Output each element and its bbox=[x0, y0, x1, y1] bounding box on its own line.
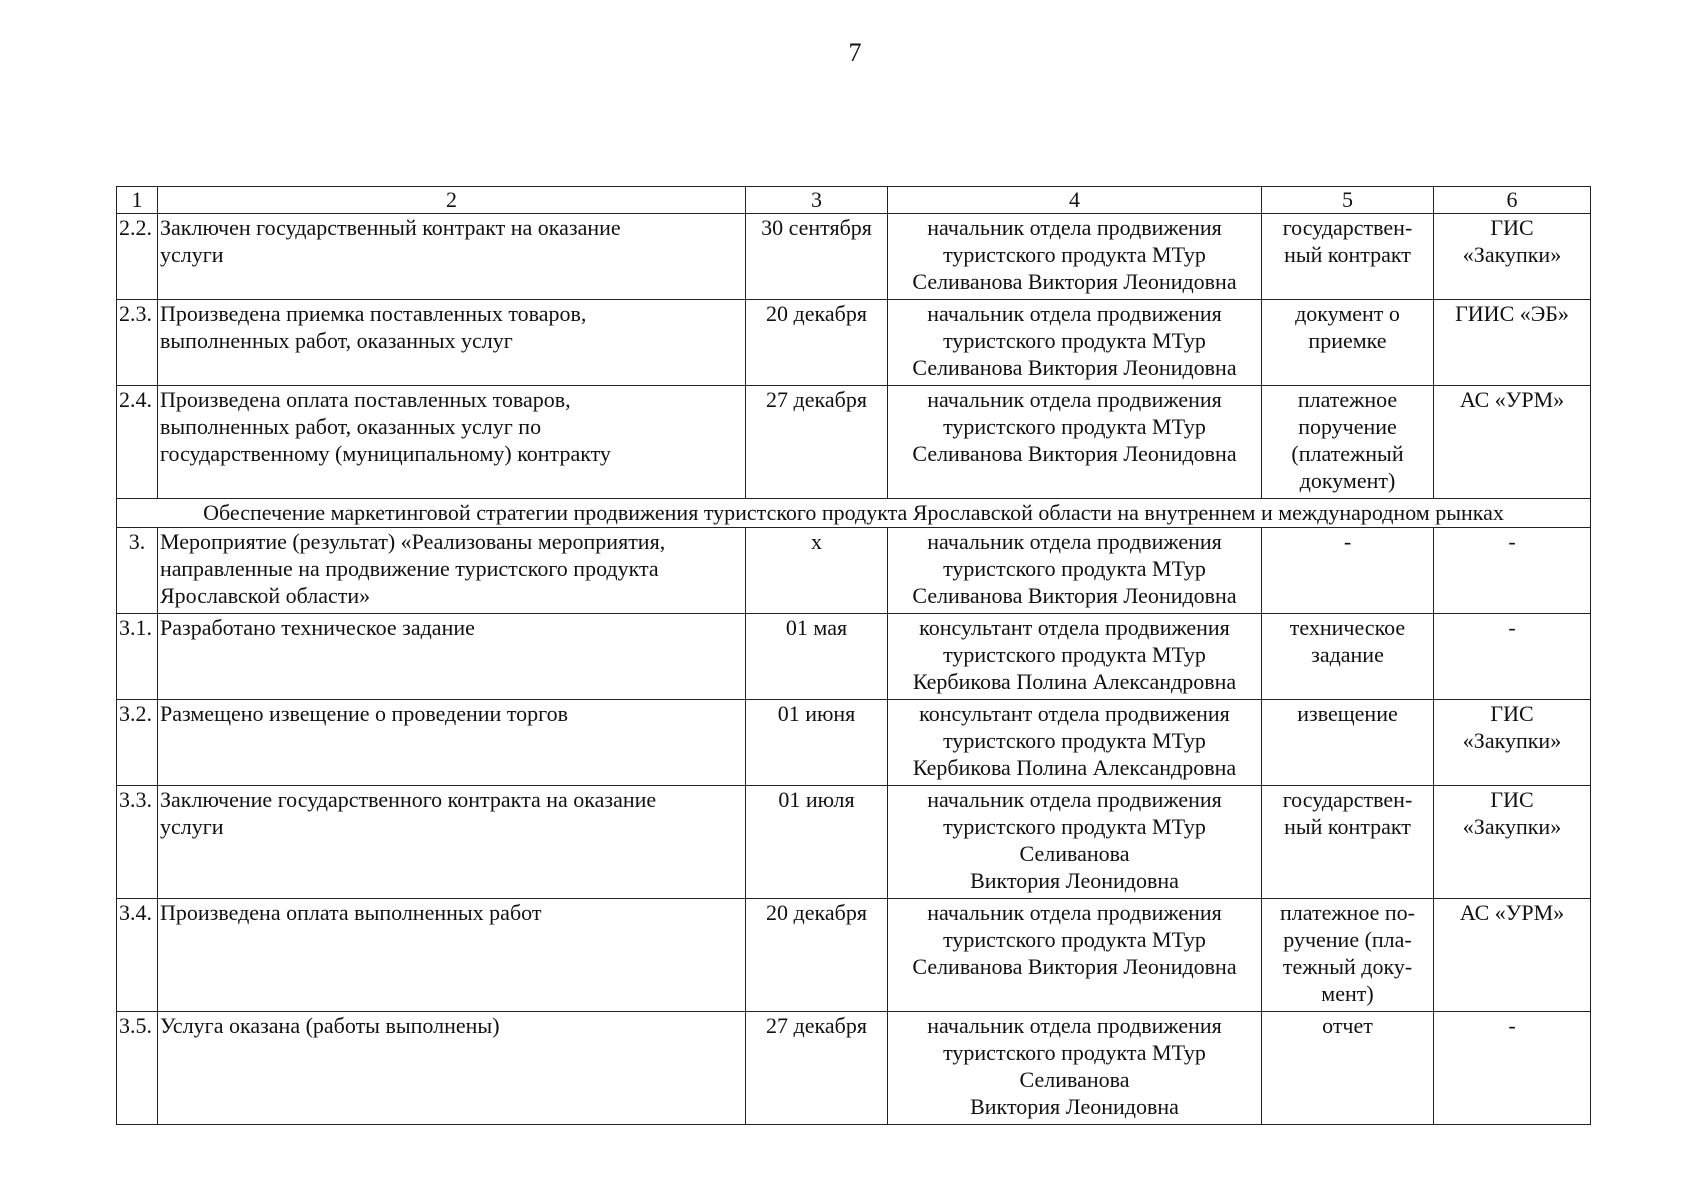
item-number-cell: 3.2. bbox=[117, 700, 158, 786]
description-cell bbox=[158, 899, 746, 1012]
responsible-cell bbox=[888, 899, 1262, 1012]
item-number-cell: 3.5. bbox=[117, 1012, 158, 1125]
document-cell-line: отчет bbox=[1322, 1013, 1373, 1038]
description-cell bbox=[158, 528, 746, 614]
document-cell-line: документ) bbox=[1299, 468, 1396, 493]
table-row bbox=[117, 300, 1591, 386]
responsible-cell bbox=[888, 1012, 1262, 1125]
system-cell bbox=[1434, 214, 1591, 300]
document-cell-line: государствен- bbox=[1282, 215, 1413, 240]
table-row bbox=[117, 614, 1591, 700]
system-cell-line: «Закупки» bbox=[1462, 242, 1562, 267]
responsible-cell-line: туристского продукта МТур bbox=[943, 728, 1206, 753]
description-cell-line: Услуга оказана (работы выполнены) bbox=[160, 1013, 500, 1038]
document-cell-line: ный контракт bbox=[1284, 242, 1411, 267]
system-cell-line: ГИИС «ЭБ» bbox=[1455, 301, 1569, 326]
responsible-cell bbox=[888, 528, 1262, 614]
document-cell-line: поручение bbox=[1298, 414, 1397, 439]
responsible-cell bbox=[888, 214, 1262, 300]
description-cell-line: Заключение государственного контракта на оказание bbox=[160, 787, 657, 812]
responsible-cell-line: Виктория Леонидовна bbox=[970, 868, 1179, 893]
responsible-cell bbox=[888, 386, 1262, 499]
responsible-cell-line: начальник отдела продвижения bbox=[927, 387, 1222, 412]
responsible-cell-line: Кербикова Полина Александровна bbox=[912, 669, 1237, 694]
date-cell: 20 декабря bbox=[746, 899, 888, 1012]
system-cell-line: - bbox=[1508, 529, 1516, 554]
document-cell-line: ный контракт bbox=[1284, 814, 1411, 839]
date-cell: х bbox=[746, 528, 888, 614]
document-cell-line: задание bbox=[1311, 642, 1384, 667]
responsible-cell-line: начальник отдела продвижения bbox=[927, 529, 1222, 554]
description-cell bbox=[158, 786, 746, 899]
column-header: 2 bbox=[158, 187, 746, 214]
date-cell: 01 июня bbox=[746, 700, 888, 786]
description-cell-line: Размещено извещение о проведении торгов bbox=[160, 701, 569, 726]
responsible-cell-line: начальник отдела продвижения bbox=[927, 301, 1222, 326]
table-row bbox=[117, 386, 1591, 499]
column-header: 6 bbox=[1434, 187, 1591, 214]
responsible-cell-line: консультант отдела продвижения bbox=[919, 701, 1230, 726]
document-cell bbox=[1262, 614, 1434, 700]
item-number-cell: 3.4. bbox=[117, 899, 158, 1012]
table-row bbox=[117, 899, 1591, 1012]
description-cell-line: Произведена оплата поставленных товаров, bbox=[160, 387, 571, 412]
document-cell bbox=[1262, 786, 1434, 899]
system-cell-line: ГИС bbox=[1490, 787, 1534, 812]
system-cell-line: «Закупки» bbox=[1462, 814, 1562, 839]
table-row bbox=[117, 1012, 1591, 1125]
responsible-cell-line: туристского продукта МТур bbox=[943, 642, 1206, 667]
column-header: 1 bbox=[117, 187, 158, 214]
system-cell bbox=[1434, 614, 1591, 700]
date-cell: 20 декабря bbox=[746, 300, 888, 386]
column-header: 4 bbox=[888, 187, 1262, 214]
responsible-cell-line: начальник отдела продвижения bbox=[927, 215, 1222, 240]
responsible-cell-line: Кербикова Полина Александровна bbox=[912, 755, 1237, 780]
responsible-cell-line: Селиванова bbox=[1019, 1067, 1130, 1092]
system-cell bbox=[1434, 528, 1591, 614]
responsible-cell-line: консультант отдела продвижения bbox=[919, 615, 1230, 640]
responsible-cell-line: Селиванова Виктория Леонидовна bbox=[912, 954, 1237, 979]
responsible-cell-line: туристского продукта МТур bbox=[943, 814, 1206, 839]
document-cell bbox=[1262, 899, 1434, 1012]
document-cell-line: мент) bbox=[1321, 981, 1374, 1006]
item-number-cell: 3.3. bbox=[117, 786, 158, 899]
item-number-cell: 3. bbox=[117, 528, 158, 614]
responsible-cell-line: Виктория Леонидовна bbox=[970, 1094, 1179, 1119]
document-cell bbox=[1262, 700, 1434, 786]
description-cell-line: Разработано техническое задание bbox=[160, 615, 475, 640]
responsible-cell-line: Селиванова Виктория Леонидовна bbox=[912, 355, 1237, 380]
date-cell: 01 мая bbox=[746, 614, 888, 700]
responsible-cell-line: туристского продукта МТур bbox=[943, 927, 1206, 952]
description-cell bbox=[158, 214, 746, 300]
section-title: Обеспечение маркетинговой стратегии продвижения туристского продукта Ярославской области на внутреннем и международном рынках bbox=[117, 499, 1591, 528]
system-cell bbox=[1434, 1012, 1591, 1125]
responsible-cell-line: туристского продукта МТур bbox=[943, 414, 1206, 439]
description-cell-line: Заключен государственный контракт на оказание bbox=[160, 215, 621, 240]
responsible-cell-line: туристского продукта МТур bbox=[943, 328, 1206, 353]
document-cell-line: платежное по- bbox=[1280, 900, 1415, 925]
responsible-cell bbox=[888, 300, 1262, 386]
responsible-cell-line: начальник отдела продвижения bbox=[927, 1013, 1222, 1038]
responsible-cell bbox=[888, 700, 1262, 786]
description-cell bbox=[158, 700, 746, 786]
system-cell bbox=[1434, 786, 1591, 899]
responsible-cell-line: туристского продукта МТур bbox=[943, 242, 1206, 267]
description-cell-line: выполненных работ, оказанных услуг bbox=[160, 328, 513, 353]
system-cell-line: - bbox=[1508, 1013, 1516, 1038]
description-cell-line: направленные на продвижение туристского продукта bbox=[160, 556, 659, 581]
table-row bbox=[117, 786, 1591, 899]
document-cell-line: приемке bbox=[1308, 328, 1387, 353]
system-cell bbox=[1434, 700, 1591, 786]
system-cell bbox=[1434, 899, 1591, 1012]
table-body bbox=[117, 187, 1591, 1125]
document-cell bbox=[1262, 214, 1434, 300]
responsible-cell bbox=[888, 614, 1262, 700]
document-cell-line: извещение bbox=[1297, 701, 1398, 726]
document-cell bbox=[1262, 528, 1434, 614]
system-cell-line: АС «УРМ» bbox=[1459, 387, 1565, 412]
system-cell-line: ГИС bbox=[1490, 215, 1534, 240]
system-cell-line: - bbox=[1508, 615, 1516, 640]
item-number-cell: 2.4. bbox=[117, 386, 158, 499]
system-cell-line: ГИС bbox=[1490, 701, 1534, 726]
document-cell-line: техническое bbox=[1289, 615, 1406, 640]
document-cell bbox=[1262, 1012, 1434, 1125]
description-cell-line: Произведена оплата выполненных работ bbox=[160, 900, 542, 925]
description-cell-line: услуги bbox=[160, 242, 224, 267]
column-header: 5 bbox=[1262, 187, 1434, 214]
responsible-cell-line: начальник отдела продвижения bbox=[927, 787, 1222, 812]
document-cell-line: документ о bbox=[1295, 301, 1400, 326]
table-row bbox=[117, 214, 1591, 300]
description-cell-line: услуги bbox=[160, 814, 224, 839]
column-header: 3 bbox=[746, 187, 888, 214]
item-number-cell: 2.2. bbox=[117, 214, 158, 300]
system-cell bbox=[1434, 386, 1591, 499]
document-cell bbox=[1262, 386, 1434, 499]
section-heading-row bbox=[117, 499, 1591, 528]
document-cell-line: - bbox=[1343, 529, 1352, 554]
date-cell: 30 сентября bbox=[746, 214, 888, 300]
document-cell-line: государствен- bbox=[1282, 787, 1413, 812]
description-cell bbox=[158, 386, 746, 499]
responsible-cell-line: туристского продукта МТур bbox=[943, 1040, 1206, 1065]
system-cell-line: «Закупки» bbox=[1462, 728, 1562, 753]
description-cell-line: Мероприятие (результат) «Реализованы мероприятия, bbox=[160, 529, 666, 554]
date-cell: 27 декабря bbox=[746, 386, 888, 499]
table-row bbox=[117, 700, 1591, 786]
item-number-cell: 2.3. bbox=[117, 300, 158, 386]
document-cell bbox=[1262, 300, 1434, 386]
responsible-cell-line: Селиванова Виктория Леонидовна bbox=[912, 583, 1237, 608]
item-number-cell: 3.1. bbox=[117, 614, 158, 700]
table-row bbox=[117, 528, 1591, 614]
document-cell-line: (платежный bbox=[1291, 441, 1404, 466]
document-cell-line: платежное bbox=[1297, 387, 1398, 412]
system-cell-line: АС «УРМ» bbox=[1459, 900, 1565, 925]
description-cell-line: Ярославской области» bbox=[160, 583, 371, 608]
system-cell bbox=[1434, 300, 1591, 386]
description-cell-line: Произведена приемка поставленных товаров, bbox=[160, 301, 587, 326]
responsible-cell bbox=[888, 786, 1262, 899]
responsible-cell-line: Селиванова Виктория Леонидовна bbox=[912, 269, 1237, 294]
document-cell-line: тежный доку- bbox=[1282, 954, 1413, 979]
responsible-cell-line: Селиванова Виктория Леонидовна bbox=[912, 441, 1237, 466]
date-cell: 27 декабря bbox=[746, 1012, 888, 1125]
responsible-cell-line: Селиванова bbox=[1019, 841, 1130, 866]
description-cell bbox=[158, 614, 746, 700]
date-cell: 01 июля bbox=[746, 786, 888, 899]
page-number: 7 bbox=[848, 38, 862, 67]
column-number-row bbox=[117, 187, 1591, 214]
responsible-cell-line: начальник отдела продвижения bbox=[927, 900, 1222, 925]
responsible-cell-line: туристского продукта МТур bbox=[943, 556, 1206, 581]
document-cell-line: ручение (пла- bbox=[1283, 927, 1412, 952]
description-cell bbox=[158, 1012, 746, 1125]
activity-plan-table bbox=[116, 186, 1591, 1125]
description-cell bbox=[158, 300, 746, 386]
description-cell-line: выполненных работ, оказанных услуг по bbox=[160, 414, 542, 439]
description-cell-line: государственному (муниципальному) контракту bbox=[160, 441, 611, 466]
